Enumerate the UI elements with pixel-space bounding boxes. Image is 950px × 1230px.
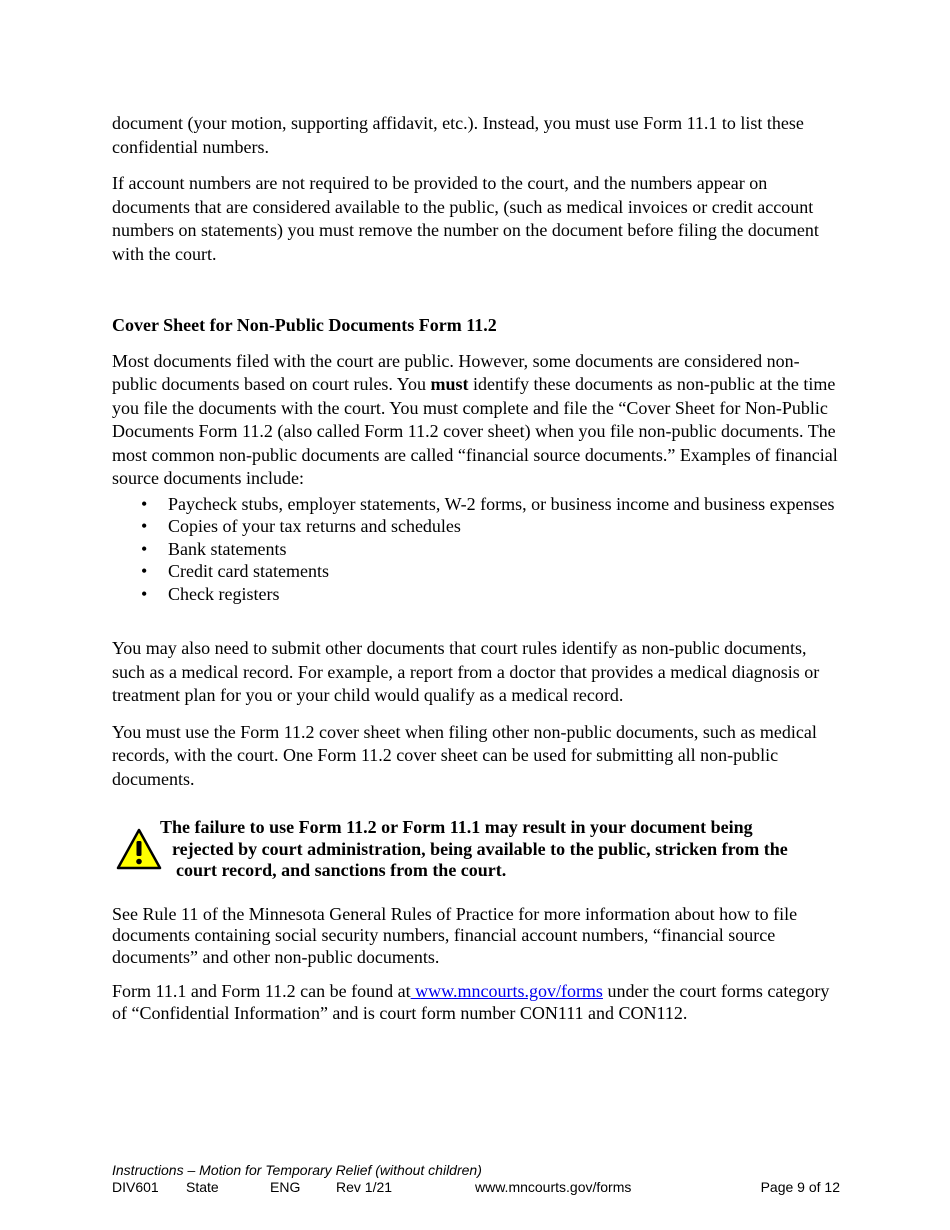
warning-icon [116,828,162,870]
list-item [141,583,842,606]
list-item [141,493,842,516]
paragraph-medical-record: You may also need to submit other documents that court rules identify as non-public documents, such as a medical record. For example, a report from a doctor that provides a medical diagnosis or treatment plan for you or your child would qualify as a medical record. [112,638,820,705]
p3-text-before: Most documents filed with the court are public. However, some documents are considered non-public documents based on court rules. You [112,350,800,394]
footer-document-title: Instructions – Motion for Temporary Relief (without children) [112,1162,482,1178]
p3-emphasis: must [430,374,469,394]
bullet-icon: • [141,538,148,559]
list-item [141,515,842,538]
page-footer [112,1162,840,1196]
footer-metadata-row [112,1179,840,1196]
bullet-icon: • [141,493,148,514]
paragraph-cover-sheet-use: You must use the Form 11.2 cover sheet when filing other non-public documents, such as medical records, with the court. One Form 11.2 cover sheet can be used for submitting all non-public documents. [112,721,817,789]
bullet-icon: • [141,561,148,581]
mncourts-forms-link[interactable]: www.mncourts.gov/forms [410,981,603,1001]
footer-url: www.mncourts.gov/forms [475,1179,632,1195]
warning-text-line-2: rejected by court administration, being available to the public, stricken from the [172,838,788,859]
footer-revision: Rev 1/21 [336,1179,393,1195]
p7-text-after: under the court forms category of “Confidential Information” and is court form number CON111 and CON112. [112,981,830,1023]
list-item-text: Paycheck stubs, employer statements, W-2 forms, or business income and business expenses [168,493,835,514]
bullet-icon: • [141,583,148,604]
paragraph-confidential-numbers: document (your motion, supporting affidavit, etc.). Instead, you must use Form 11.1 to list these confidential numbers. [112,113,804,157]
footer-page-number: Page 9 of 12 [760,1179,840,1195]
list-item [141,538,842,561]
warning-callout [112,817,842,882]
list-item-text: Credit card statements [168,561,329,581]
list-item-text: Copies of your tax returns and schedules [168,516,461,536]
footer-form-id: DIV601 [112,1179,159,1195]
paragraph-non-public-intro [112,350,842,491]
paragraph-account-numbers: If account numbers are not required to be provided to the court, and the numbers appear on documents that are considered available to the public, (such as medical invoices or credit account numbers on statements) you must remove the number on the document before filing the document with the court. [112,173,819,264]
list-item-text: Check registers [168,583,280,604]
list-item [141,560,842,583]
warning-text-line-1: The failure to use Form 11.2 or Form 11.1 may result in your document being [160,817,753,837]
document-page [112,112,842,1024]
p7-text-before: Form 11.1 and Form 11.2 can be found at [112,981,411,1001]
p3-text-after: identify these documents as non-public at the time you file the documents with the court. You must complete and file the “Cover Sheet for Non-Public Documents Form 11.2 (also called Form 11.2 cover sheet) when you file non-public documents. The most common non-public documents are called “financial source documents.” Examples of financial source documents include: [112,374,838,488]
paragraph-rule-11: See Rule 11 of the Minnesota General Rules of Practice for more information about how to file documents containing social security numbers, financial account numbers, “financial source documents” and other non-public documents. [112,903,798,967]
footer-language: ENG [270,1179,301,1195]
bullet-icon: • [141,516,148,536]
paragraph-form-location [112,981,842,1024]
section-heading: Cover Sheet for Non-Public Documents Form 11.2 [112,315,497,335]
list-item-text: Bank statements [168,538,287,559]
warning-text-line-3: court record, and sanctions from the court. [176,860,507,880]
footer-jurisdiction: State [186,1179,219,1195]
financial-documents-list [112,493,842,606]
